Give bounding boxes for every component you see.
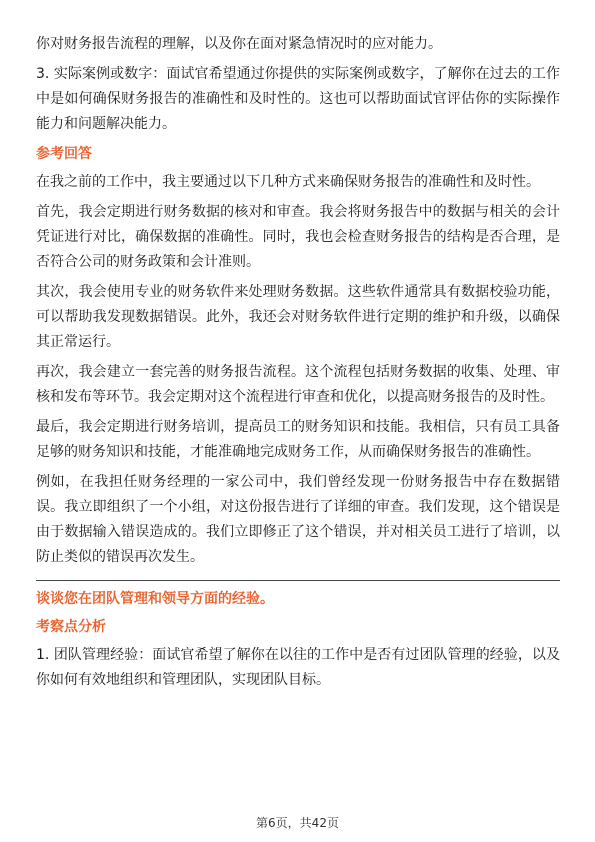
page-number: 第6页，共42页	[256, 816, 339, 830]
paragraph: 例如，在我担任财务经理的一家公司中，我们曾经发现一份财务报告中存在数据错误。我立即组织了一个小组，对这份报告进行了详细的审查。我们发现，这个错误是由于数据输入错误造成的。我们立即修正了这个错误，并对相关员工进行了培训，以防止类似的错误再次发生。	[36, 474, 560, 565]
section-heading-analysis: 考察点分析	[36, 619, 106, 635]
section-heading-reference-answer: 参考回答	[36, 146, 92, 162]
section-divider	[36, 580, 560, 581]
paragraph: 最后，我会定期进行财务培训，提高员工的财务知识和技能。我相信，只有员工具备足够的财务知识和技能，才能准确地完成财务工作，从而确保财务报告的准确性。	[36, 419, 560, 460]
paragraph: 1. 团队管理经验：面试官希望了解你在以往的工作中是否有过团队管理的经验，以及你如何有效地组织和管理团队，实现团队目标。	[36, 647, 560, 688]
paragraph: 首先，我会定期进行财务数据的核对和审查。我会将财务报告中的数据与相关的会计凭证进行对比，确保数据的准确性。同时，我也会检查财务报告的结构是否合理，是否符合公司的财务政策和会计准则。	[36, 204, 560, 270]
paragraph: 你对财务报告流程的理解，以及你在面对紧急情况时的应对能力。	[36, 36, 442, 52]
document-body	[36, 32, 560, 698]
question-heading: 谈谈您在团队管理和领导方面的经验。	[36, 591, 274, 607]
paragraph: 3. 实际案例或数字：面试官希望通过你提供的实际案例或数字，了解你在过去的工作中是如何确保财务报告的准确性和及时性的。这也可以帮助面试官评估你的实际操作能力和问题解决能力。	[36, 66, 560, 132]
paragraph: 在我之前的工作中，我主要通过以下几种方式来确保财务报告的准确性和及时性。	[36, 174, 540, 190]
paragraph: 其次，我会使用专业的财务软件来处理财务数据。这些软件通常具有数据校验功能，可以帮助我发现数据错误。此外，我还会对财务软件进行定期的维护和升级，以确保其正常运行。	[36, 284, 560, 350]
paragraph: 再次，我会建立一套完善的财务报告流程。这个流程包括财务数据的收集、处理、审核和发布等环节。我会定期对这个流程进行审查和优化，以提高财务报告的及时性。	[36, 364, 560, 405]
